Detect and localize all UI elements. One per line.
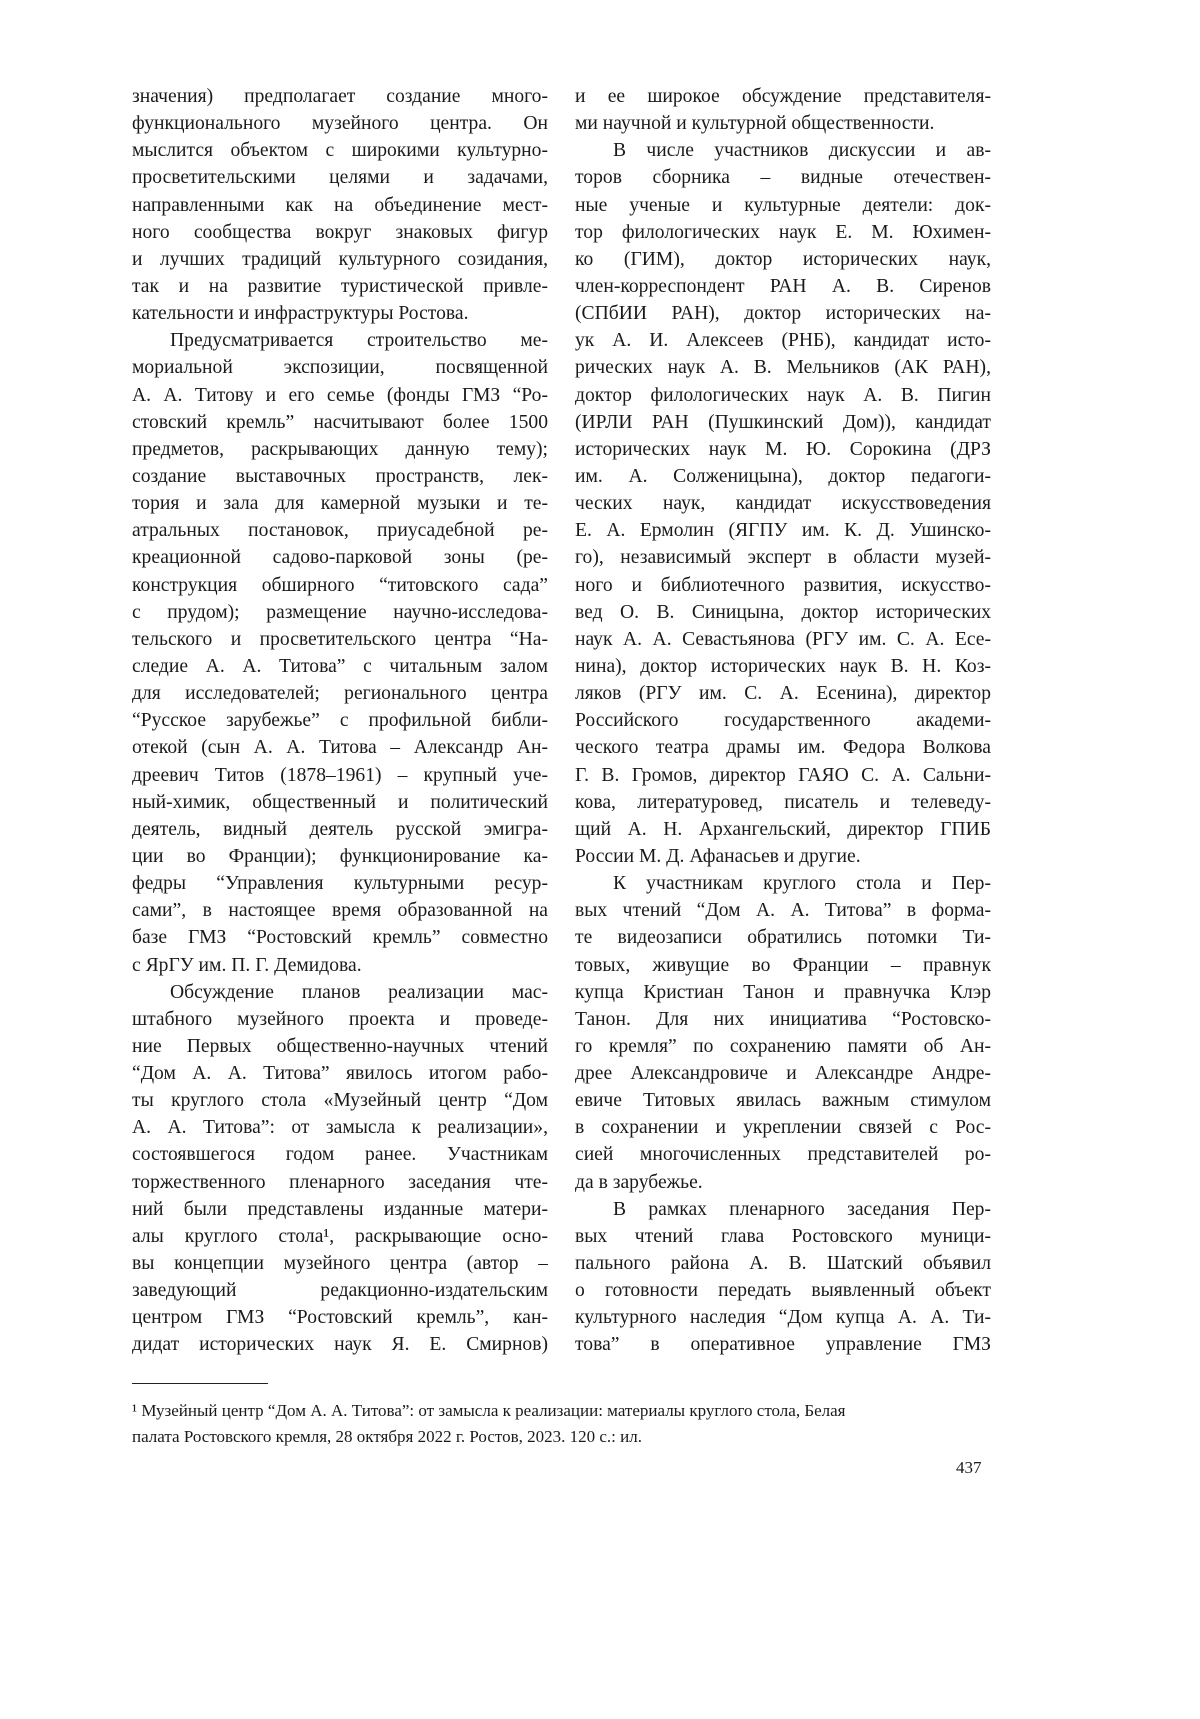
text-line: рических наук А. В. Мельников (АК РАН), — [575, 357, 991, 379]
text-line: им. А. Солженицына), доктор педагоги- — [575, 465, 991, 487]
text-line: тельского и просветительского центра “На- — [132, 628, 548, 650]
text-line: креационной садово-парковой зоны (ре- — [132, 547, 548, 569]
text-line: с ЯрГУ им. П. Г. Демидова. — [132, 954, 362, 976]
text-line: ты круглого стола «Музейный центр “Дом — [132, 1090, 548, 1112]
text-line: ции во Франции); функционирование ка- — [132, 845, 548, 867]
text-column-left — [132, 83, 548, 1359]
text-line: создание выставочных пространств, лек- — [132, 465, 548, 487]
text-line: “Дом А. А. Титова” явилось итогом рабо- — [132, 1063, 548, 1085]
text-line: России М. Д. Афанасьев и другие. — [575, 845, 861, 867]
text-line: “Русское зарубежье” с профильной библи- — [132, 710, 548, 732]
text-line: конструкция обширного “титовского сада” — [132, 574, 548, 596]
text-line: алы круглого стола¹, раскрывающие осно- — [132, 1225, 548, 1247]
text-line: отекой (сын А. А. Титова – Александр Ан- — [132, 737, 548, 759]
text-line: В рамках пленарного заседания Пер- — [613, 1198, 991, 1220]
text-line: и лучших традиций культурного созидания, — [132, 248, 548, 270]
text-line: стовский кремль” насчитывают более 1500 — [132, 411, 548, 433]
text-line: функционального музейного центра. Он — [132, 113, 548, 135]
text-line: мыслится объектом с широкими культурно- — [132, 140, 548, 162]
text-line: ный-химик, общественный и политический — [132, 791, 548, 813]
text-line: Обсуждение планов реализации мас- — [170, 981, 548, 1003]
text-line: ные ученые и культурные деятели: док- — [575, 194, 991, 216]
text-line: В числе участников дискуссии и ав- — [613, 140, 991, 162]
text-line: кова, литературовед, писатель и телеведу- — [575, 791, 991, 813]
text-line: кательности и инфраструктуры Ростова. — [132, 303, 469, 325]
text-line: дрее Александровиче и Александре Андре- — [575, 1063, 991, 1085]
text-line: и ее широкое обсуждение представителя- — [575, 86, 991, 107]
text-line: вед О. В. Синицына, доктор исторических — [575, 601, 991, 623]
text-line: вы концепции музейного центра (автор – — [132, 1253, 548, 1275]
text-line: ние Первых общественно-научных чтений — [132, 1035, 548, 1057]
text-line: доктор филологических наук А. В. Пигин — [575, 384, 991, 406]
text-line: А. А. Титову и его семье (фонды ГМЗ “Ро- — [132, 384, 548, 406]
page-number: 437 — [956, 1458, 982, 1477]
text-line: К участникам круглого стола и Пер- — [613, 873, 991, 895]
text-line: те видеозаписи обратились потомки Ти- — [575, 927, 991, 949]
text-line: так и на развитие туристической привле- — [132, 275, 548, 297]
text-line: торов сборника – видные отечествен- — [575, 167, 991, 189]
text-line: исторических наук М. Ю. Сорокина (ДРЗ — [575, 438, 991, 460]
text-line: ческого театра драмы им. Федора Волкова — [575, 737, 991, 759]
text-line: атральных постановок, приусадебной ре- — [132, 520, 548, 542]
text-line: следие А. А. Титова” с читальным залом — [132, 655, 548, 677]
text-line: состоявшегося годом ранее. Участникам — [132, 1144, 548, 1166]
text-line: ук А. И. Алексеев (РНБ), кандидат исто- — [575, 330, 991, 352]
text-line: тория и зала для камерной музыки и те- — [132, 493, 548, 515]
footnote-separator — [132, 1383, 268, 1384]
text-line: ного сообщества вокруг знаковых фигур — [132, 221, 548, 243]
text-line: Российского государственного академи- — [575, 710, 991, 732]
text-line: купца Кристиан Танон и правнучка Клэр — [575, 981, 991, 1003]
text-line: просветительскими целями и задачами, — [132, 167, 548, 189]
text-line: Танон. Для них инициатива “Ростовско- — [575, 1008, 991, 1030]
text-line: член-корреспондент РАН А. В. Сиренов — [575, 275, 991, 297]
text-line: щий А. Н. Архангельский, директор ГПИБ — [575, 818, 991, 840]
text-line: Г. В. Громов, директор ГАЯО С. А. Сальни- — [575, 764, 991, 786]
text-line: наук А. А. Севастьянова (РГУ им. С. А. Есе- — [575, 628, 991, 650]
text-line: тор филологических наук Е. М. Юхимен- — [575, 221, 991, 243]
text-line: пального района А. В. Шатский объявил — [575, 1253, 991, 1275]
footnote-line: ¹ Музейный центр “Дом А. А. Титова”: от замысла к реализации: материалы круглого стола, Белая — [132, 1401, 846, 1420]
text-line: да в зарубежье. — [575, 1171, 703, 1193]
text-line: деятель, видный деятель русской эмигра- — [132, 818, 548, 840]
text-line: евиче Титовых явилась важным стимулом — [575, 1090, 991, 1112]
text-line: направленными как на объединение мест- — [132, 194, 548, 216]
text-column-right — [575, 83, 991, 1359]
text-line: вых чтений глава Ростовского муници- — [575, 1225, 991, 1247]
text-line: федры “Управления культурными ресур- — [132, 873, 548, 895]
text-line: Е. А. Ермолин (ЯГПУ им. К. Д. Ушинско- — [575, 520, 991, 542]
text-line: вых чтений “Дом А. А. Титова” в форма- — [575, 900, 991, 922]
text-line: ми научной и культурной общественности. — [575, 113, 935, 135]
text-line: Предусматривается строительство ме- — [170, 330, 548, 352]
text-line: го кремля” по сохранению памяти об Ан- — [575, 1035, 991, 1057]
text-line: о готовности передать выявленный объект — [575, 1280, 991, 1302]
text-line: с прудом); размещение научно-исследова- — [132, 601, 548, 623]
text-line: ляков (РГУ им. С. А. Есенина), директор — [575, 683, 991, 705]
text-line: сией многочисленных представителей ро- — [575, 1144, 991, 1166]
text-line: го), независимый эксперт в области музей- — [575, 547, 991, 569]
text-line: (СПбИИ РАН), доктор исторических на- — [575, 303, 991, 325]
footnote-line: палата Ростовского кремля, 28 октября 2022 г. Ростов, 2023. 120 с.: ил. — [132, 1427, 642, 1446]
text-line: нина), доктор исторических наук В. Н. Коз- — [575, 655, 991, 677]
text-line: ческих наук, кандидат искусствоведения — [575, 493, 991, 515]
text-line: сами”, в настоящее время образованной на — [132, 900, 548, 922]
text-line: дидат исторических наук Я. Е. Смирнов) — [132, 1334, 548, 1356]
text-line: мориальной экспозиции, посвященной — [132, 357, 548, 379]
text-line: культурного наследия “Дом купца А. А. Ти- — [575, 1307, 991, 1329]
text-line: центром ГМЗ “Ростовский кремль”, кан- — [132, 1307, 548, 1329]
text-line: ного и библиотечного развития, искусство- — [575, 574, 991, 596]
text-line: заведующий редакционно-издательским — [132, 1280, 548, 1302]
text-line: дреевич Титов (1878–1961) – крупный уче- — [132, 764, 548, 786]
text-line: това” в оперативное управление ГМЗ — [575, 1334, 991, 1356]
text-line: ний были представлены изданные матери- — [132, 1198, 548, 1220]
text-line: А. А. Титова”: от замысла к реализации», — [132, 1117, 548, 1139]
text-line: в сохранении и укреплении связей с Рос- — [575, 1117, 991, 1139]
footnote — [132, 1398, 990, 1450]
text-line: предметов, раскрывающих данную тему); — [132, 438, 548, 460]
text-line: (ИРЛИ РАН (Пушкинский Дом)), кандидат — [575, 411, 991, 433]
text-line: для исследователей; регионального центра — [132, 683, 548, 705]
text-line: ко (ГИМ), доктор исторических наук, — [575, 248, 991, 270]
text-line: товых, живущие во Франции – правнук — [575, 954, 991, 976]
text-line: базе ГМЗ “Ростовский кремль” совместно — [132, 927, 548, 949]
text-line: торжественного пленарного заседания чте- — [132, 1171, 548, 1193]
text-line: штабного музейного проекта и проведе- — [132, 1008, 548, 1030]
text-line: значения) предполагает создание много- — [132, 86, 548, 107]
